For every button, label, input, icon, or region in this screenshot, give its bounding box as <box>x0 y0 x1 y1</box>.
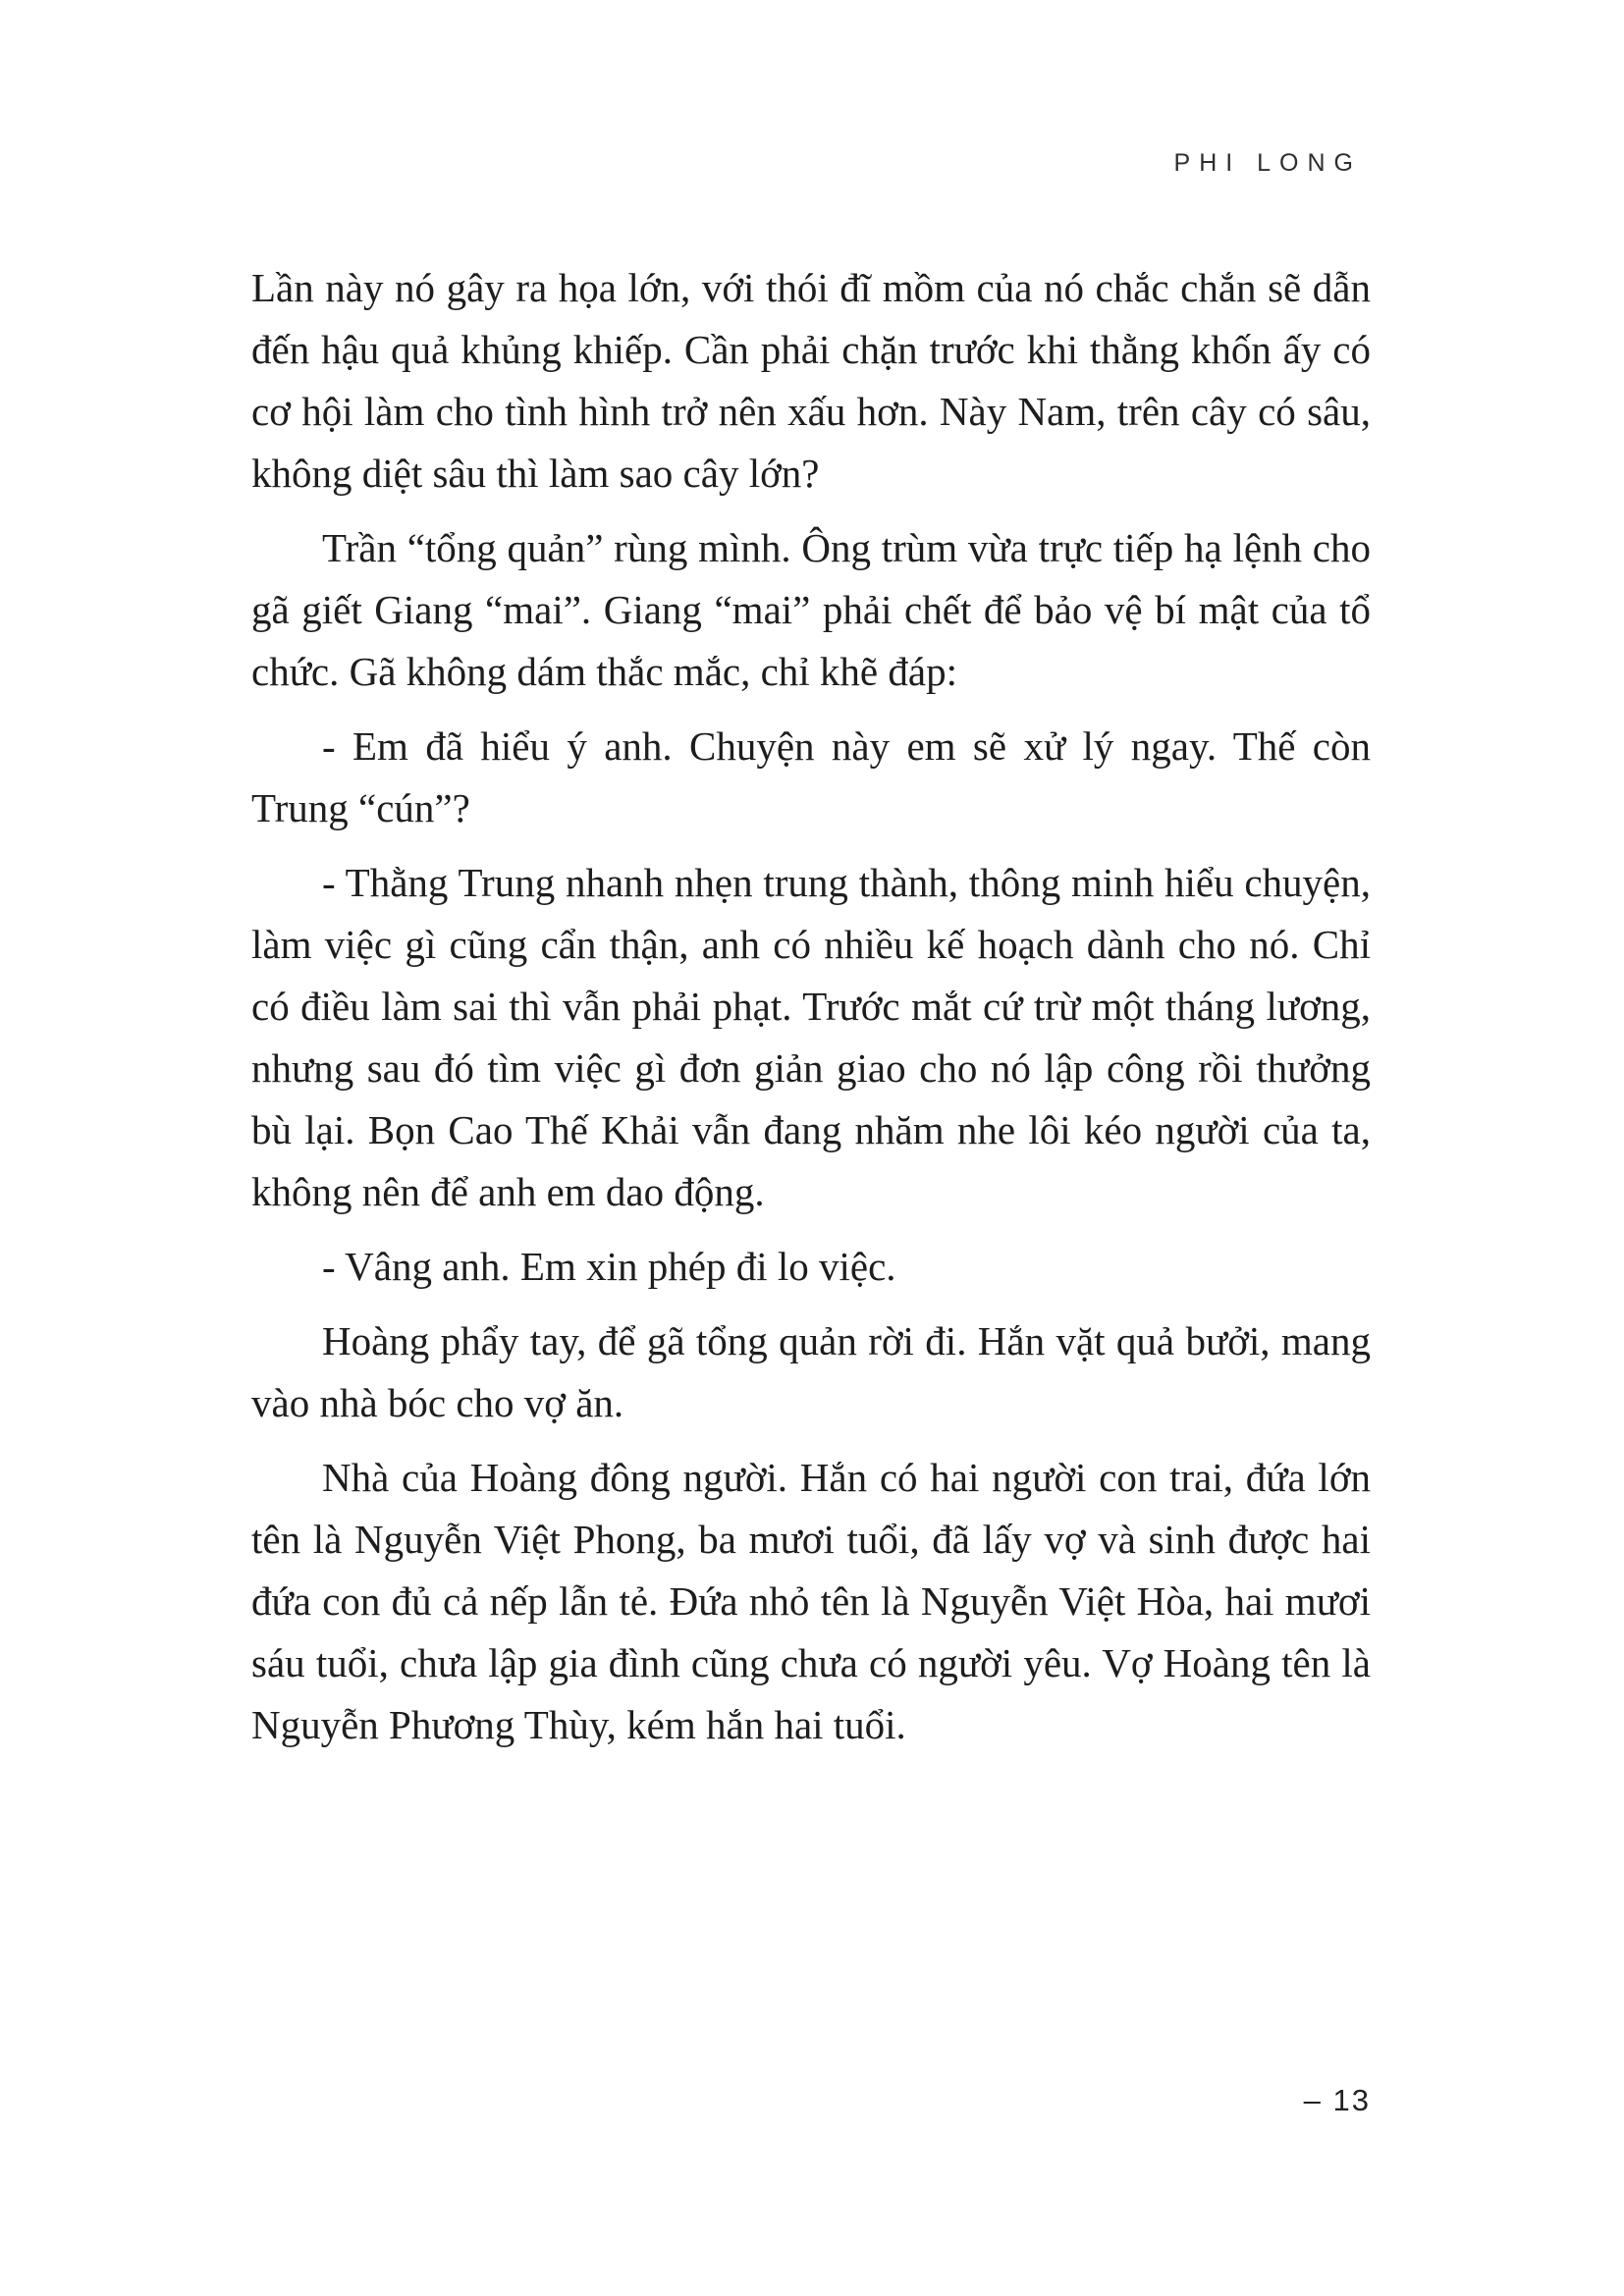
page-number: – 13 <box>1303 2083 1371 2117</box>
paragraph: Hoàng phẩy tay, để gã tổng quản rời đi. Hắn vặt quả bưởi, mang vào nhà bóc cho vợ ăn. <box>251 1318 1371 1425</box>
paragraph: Lần này nó gây ra họa lớn, với thói đĩ mồm của nó chắc chắn sẽ dẫn đến hậu quả khủng khiếp. Cần phải chặn trước khi thằng khốn ấy có cơ hội làm cho tình hình trở nên xấu hơn. Này Nam, trên cây có sâu, không diệt sâu thì làm sao cây lớn? <box>251 265 1371 496</box>
paragraph: Trần “tổng quản” rùng mình. Ông trùm vừa trực tiếp hạ lệnh cho gã giết Giang “mai”. Giang “mai” phải chết để bảo vệ bí mật của tổ chức. Gã không dám thắc mắc, chỉ khẽ đáp: <box>251 525 1371 694</box>
paragraph: - Vâng anh. Em xin phép đi lo việc. <box>322 1244 896 1289</box>
body-text <box>251 257 1371 1769</box>
running-header-author: PHI LONG <box>1173 149 1362 177</box>
paragraph: - Em đã hiểu ý anh. Chuyện này em sẽ xử lý ngay. Thế còn Trung “cún”? <box>251 723 1371 830</box>
paragraph: Nhà của Hoàng đông người. Hắn có hai người con trai, đứa lớn tên là Nguyễn Việt Phong, ba mươi tuổi, đã lấy vợ và sinh được hai đứa con đủ cả nếp lẫn tẻ. Đứa nhỏ tên là Nguyễn Việt Hòa, hai mươi sáu tuổi, chưa lập gia đình cũng chưa có người yêu. Vợ Hoàng tên là Nguyễn Phương Thùy, kém hắn hai tuổi. <box>251 1455 1371 1747</box>
paragraph: - Thằng Trung nhanh nhẹn trung thành, thông minh hiểu chuyện, làm việc gì cũng cẩn thận, anh có nhiều kế hoạch dành cho nó. Chỉ có điều làm sai thì vẫn phải phạt. Trước mắt cứ trừ một tháng lương, nhưng sau đó tìm việc gì đơn giản giao cho nó lập công rồi thưởng bù lại. Bọn Cao Thế Khải vẫn đang nhăm nhe lôi kéo người của ta, không nên để anh em dao động. <box>251 860 1371 1214</box>
